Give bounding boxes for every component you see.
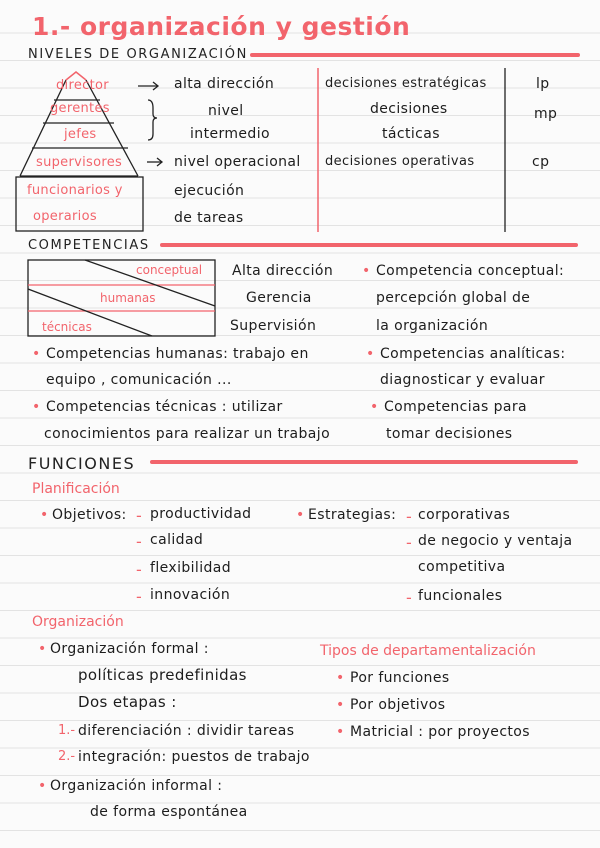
org-informal: Organización informal : [50, 778, 223, 794]
dash: - [136, 506, 142, 525]
decisiones-tacticas-1: decisiones [370, 101, 448, 117]
estrategia-2: de negocio y ventaja [418, 533, 573, 549]
bullet: • [32, 399, 41, 415]
org-informal-line: de forma espontánea [90, 804, 248, 820]
pyramid-jefes: jefes [64, 127, 97, 142]
bullet: • [336, 724, 345, 740]
etapa-2: integración: puestos de trabajo [78, 749, 310, 765]
para-2: tomar decisiones [386, 426, 513, 442]
org-formal-line-1: políticas predefinidas [78, 666, 247, 684]
objetivo-2: calidad [150, 532, 204, 548]
bullet: • [38, 641, 47, 657]
org-formal: Organización formal : [50, 641, 209, 657]
funciones-underline [150, 460, 578, 464]
nivel-alta-direccion: alta dirección [174, 76, 275, 92]
box-humanas: humanas [100, 291, 156, 305]
bullet: • [38, 778, 47, 794]
niveles-heading: NIVELES DE ORGANIZACIÓN [28, 47, 248, 62]
tipo-1: Por funciones [350, 670, 450, 686]
conceptual-3: la organización [376, 318, 489, 334]
estrategias-label: Estrategias: [308, 507, 397, 523]
plazo-cp: cp [532, 154, 550, 170]
analiticas-1: Competencias analíticas: [380, 346, 566, 362]
decisiones-estrategicas: decisiones estratégicas [325, 76, 487, 91]
pyramid-gerentes: gerentes [50, 101, 110, 116]
decisiones-tacticas-2: tácticas [382, 126, 440, 142]
nivel-ejecucion-2: de tareas [174, 210, 244, 226]
bullet: • [32, 346, 41, 362]
bullet: • [336, 670, 345, 686]
nivel-intermedio-1: nivel [208, 103, 244, 119]
decisiones-operativas: decisiones operativas [325, 154, 475, 169]
tecnicas-1: Competencias técnicas : utilizar [46, 399, 283, 415]
box-conceptual: conceptual [136, 263, 203, 277]
conceptual-1: Competencia conceptual: [376, 263, 565, 279]
pyramid-director: director [56, 78, 109, 93]
humanas-1: Competencias humanas: trabajo en [46, 346, 309, 362]
nivel-intermedio-2: intermedio [190, 126, 270, 142]
pyramid-supervisores: supervisores [36, 155, 123, 170]
para-1: Competencias para [384, 399, 527, 415]
bullet: • [336, 697, 345, 713]
dash: - [136, 560, 142, 579]
conceptual-2: percepción global de [376, 290, 531, 306]
bullet: • [366, 346, 375, 362]
box-tecnicas: técnicas [42, 320, 92, 334]
objetivo-1: productividad [150, 506, 252, 522]
bullet: • [362, 263, 371, 279]
objetivos-label: Objetivos: [52, 507, 127, 523]
dash: - [406, 588, 412, 607]
bullet: • [40, 507, 49, 523]
competencias-heading: COMPETENCIAS [28, 238, 150, 253]
planificacion-heading: Planificación [32, 481, 120, 497]
etapa-num-2: 2.- [58, 749, 76, 764]
org-formal-line-2: Dos etapas : [78, 693, 177, 711]
analiticas-2: diagnosticar y evaluar [380, 372, 545, 388]
objetivo-3: flexibilidad [150, 560, 232, 576]
nivel-ejecucion-1: ejecución [174, 183, 245, 199]
dash: - [406, 533, 412, 552]
level-supervision: Supervisión [230, 318, 317, 334]
page-title: 1.- organización y gestión [32, 12, 411, 41]
competencias-underline [160, 243, 578, 247]
dash: - [136, 587, 142, 606]
level-alta-direccion: Alta dirección [232, 263, 334, 279]
tipos-heading: Tipos de departamentalización [320, 643, 536, 659]
tecnicas-2: conocimientos para realizar un trabajo [44, 426, 331, 442]
bullet: • [296, 507, 305, 523]
humanas-2: equipo , comunicación ... [46, 372, 232, 388]
dash: - [406, 507, 412, 526]
level-gerencia: Gerencia [246, 290, 312, 306]
organizacion-heading: Organización [32, 614, 124, 630]
funciones-heading: FUNCIONES [28, 454, 136, 473]
etapa-num-1: 1.- [58, 723, 76, 738]
objetivo-4: innovación [150, 587, 231, 603]
tipo-2: Por objetivos [350, 697, 446, 713]
etapa-1: diferenciación : dividir tareas [78, 723, 295, 739]
pyramid-operarios: operarios [33, 209, 97, 224]
estrategia-1: corporativas [418, 507, 511, 523]
plazo-lp: lp [536, 76, 550, 92]
pyramid-funcionarios: funcionarios y [27, 183, 123, 198]
estrategia-2b: competitiva [418, 559, 506, 575]
nivel-operacional: nivel operacional [174, 154, 301, 170]
estrategia-3: funcionales [418, 588, 503, 604]
plazo-mp: mp [534, 106, 558, 122]
dash: - [136, 532, 142, 551]
tipo-3: Matricial : por proyectos [350, 724, 530, 740]
bullet: • [370, 399, 379, 415]
